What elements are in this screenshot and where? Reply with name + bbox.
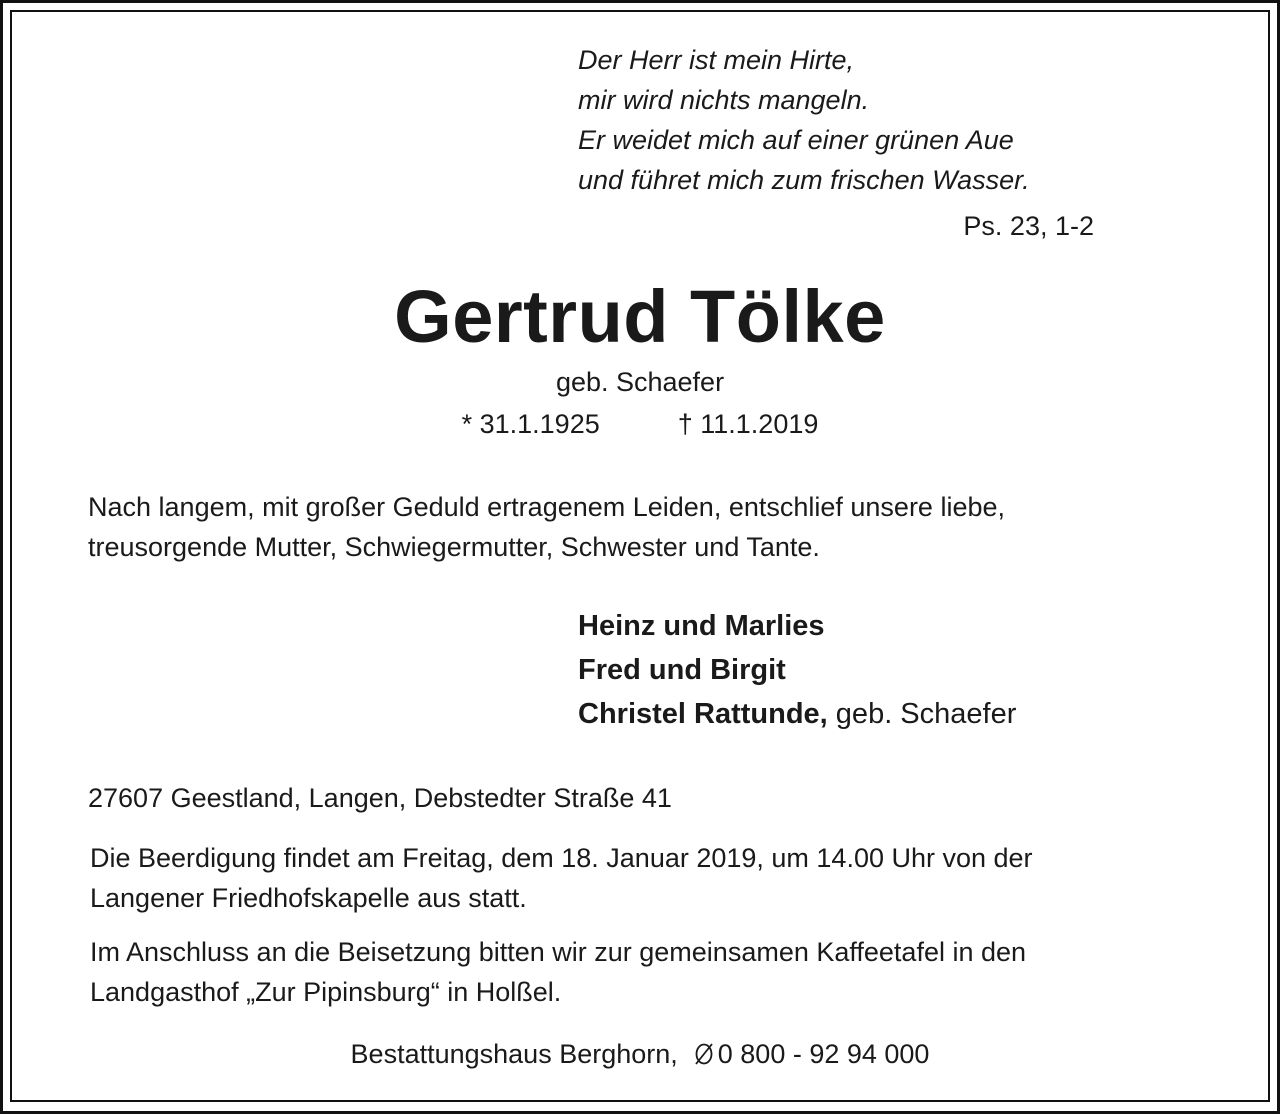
undertaker-name: Bestattungshaus Berghorn, bbox=[350, 1039, 678, 1069]
psalm-line: Der Herr ist mein Hirte, bbox=[578, 45, 855, 75]
family-address: 27607 Geestland, Langen, Debstedter Straße 41 bbox=[88, 783, 672, 813]
mourner-birth-name: geb. Schaefer bbox=[827, 698, 1017, 730]
undertaker-line bbox=[0, 1034, 1280, 1074]
mourner-name-bold: Christel Rattunde, bbox=[578, 698, 828, 730]
coffee-notice bbox=[90, 932, 1026, 1012]
mourner-name: Heinz und Marlies bbox=[578, 610, 825, 642]
mourner-name bbox=[578, 692, 1016, 736]
deceased-name: Gertrud Tölke bbox=[394, 275, 886, 358]
birth-date: * 31.1.1925 bbox=[461, 409, 600, 439]
psalm-line: Er weidet mich auf einer grünen Aue bbox=[578, 125, 1014, 155]
psalm-line: mir wird nichts mangeln. bbox=[578, 85, 870, 115]
life-dates bbox=[0, 404, 1280, 444]
birth-name: geb. Schaefer bbox=[555, 367, 725, 397]
psalm-reference: Ps. 23, 1-2 bbox=[963, 211, 1094, 241]
message-line: treusorgende Mutter, Schwiegermutter, Schwester und Tante. bbox=[88, 532, 820, 562]
coffee-line: Landgasthof „Zur Pipinsburg“ in Holßel. bbox=[90, 977, 562, 1007]
funeral-line: Die Beerdigung findet am Freitag, dem 18. Januar 2019, um 14.00 Uhr von der bbox=[90, 843, 1033, 873]
psalm-quote bbox=[578, 40, 1030, 200]
funeral-notice bbox=[90, 838, 1033, 918]
mourners-list bbox=[578, 604, 1016, 736]
message-line: Nach langem, mit großer Geduld ertragenem Leiden, entschlief unsere liebe, bbox=[88, 492, 1005, 522]
obituary-message bbox=[88, 487, 1005, 567]
phone-icon bbox=[692, 1042, 716, 1066]
mourner-name: Fred und Birgit bbox=[578, 654, 786, 686]
death-date: † 11.1.2019 bbox=[677, 409, 819, 439]
undertaker-phone: 0 800 - 92 94 000 bbox=[717, 1039, 930, 1069]
psalm-line: und führet mich zum frischen Wasser. bbox=[578, 165, 1030, 195]
funeral-line: Langener Friedhofskapelle aus statt. bbox=[90, 883, 527, 913]
coffee-line: Im Anschluss an die Beisetzung bitten wir zur gemeinsamen Kaffeetafel in den bbox=[90, 937, 1027, 967]
